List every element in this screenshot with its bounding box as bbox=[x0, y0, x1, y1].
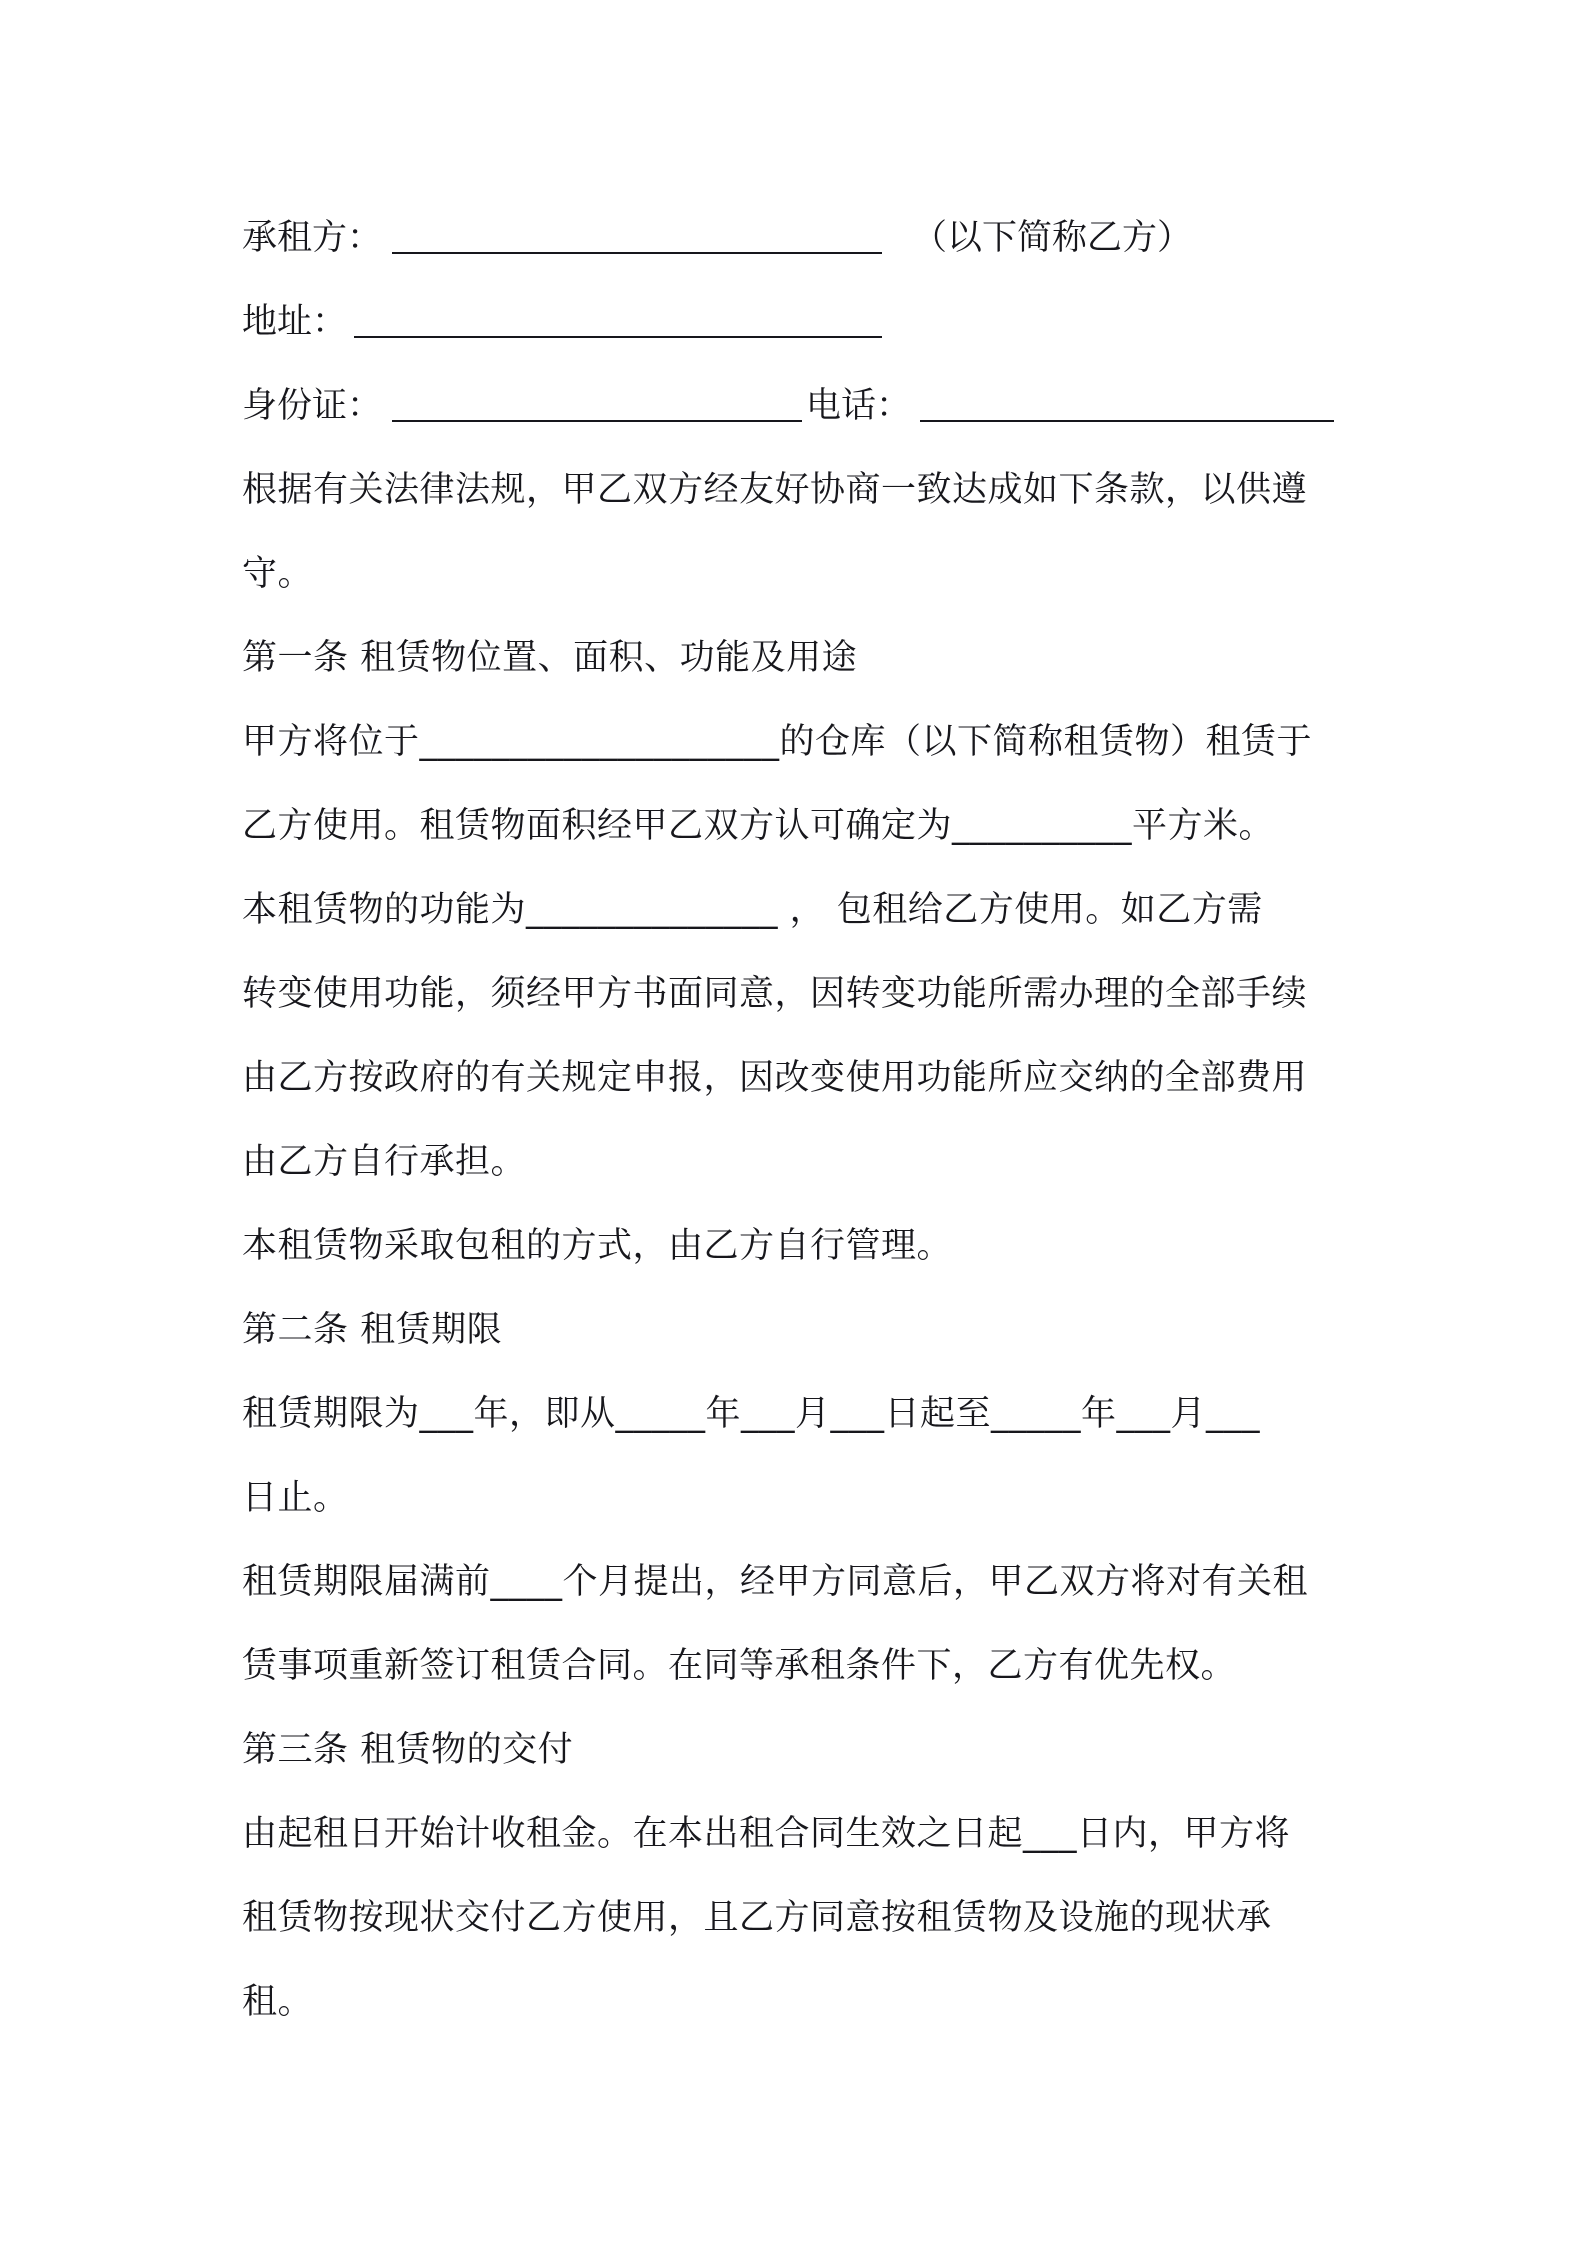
lessee-blank-field[interactable] bbox=[392, 252, 882, 254]
body-line: 租赁期限届满前____个月提出，经甲方同意后，甲乙双方将对有关租 bbox=[242, 1562, 1309, 1602]
id-blank-field[interactable] bbox=[392, 420, 802, 422]
contract-page bbox=[242, 196, 1362, 2044]
body-line: 甲方将位于____________________的仓库（以下简称租赁物）租赁于 bbox=[242, 722, 1313, 762]
body-line: 守。 bbox=[242, 554, 314, 594]
address-blank-field[interactable] bbox=[354, 336, 882, 338]
body-line: 乙方使用。租赁物面积经甲乙双方认可确定为__________平方米。 bbox=[242, 806, 1275, 846]
address-row bbox=[242, 280, 1362, 364]
article-3-heading: 第三条 租赁物的交付 bbox=[242, 1730, 574, 1770]
body-line: 转变使用功能，须经甲方书面同意，因转变功能所需办理的全部手续 bbox=[242, 974, 1308, 1014]
body-line: 租赁物按现状交付乙方使用，且乙方同意按租赁物及设施的现状承 bbox=[242, 1898, 1272, 1938]
body-line: 本租赁物的功能为______________ ， 包租给乙方使用。如乙方需 bbox=[242, 890, 1263, 930]
id-label: 身份证： bbox=[242, 386, 383, 426]
lessee-note: （以下简称乙方） bbox=[912, 218, 1193, 258]
article-1-heading: 第一条 租赁物位置、面积、功能及用途 bbox=[242, 638, 858, 678]
article-2-heading: 第二条 租赁期限 bbox=[242, 1310, 503, 1350]
lessee-row bbox=[242, 196, 1362, 280]
body-line: 租赁期限为___年，即从_____年___月___日起至_____年___月___ bbox=[242, 1394, 1261, 1434]
body-line: 由乙方按政府的有关规定申报，因改变使用功能所应交纳的全部费用 bbox=[242, 1058, 1308, 1098]
body-line: 根据有关法律法规，甲乙双方经友好协商一致达成如下条款，以供遵 bbox=[242, 470, 1308, 510]
body-line: 由起租日开始计收租金。在本出租合同生效之日起___日内，甲方将 bbox=[242, 1814, 1291, 1854]
body-line: 由乙方自行承担。 bbox=[242, 1142, 527, 1182]
phone-blank-field[interactable] bbox=[920, 420, 1334, 422]
body-line: 租。 bbox=[242, 1982, 314, 2022]
body-line: 本租赁物采取包租的方式，由乙方自行管理。 bbox=[242, 1226, 953, 1266]
phone-label: 电话： bbox=[806, 386, 912, 426]
lessee-label: 承租方： bbox=[242, 218, 383, 258]
body-line: 日止。 bbox=[242, 1478, 349, 1518]
address-label: 地址： bbox=[242, 302, 348, 342]
body-line: 赁事项重新签订租赁合同。在同等承租条件下，乙方有优先权。 bbox=[242, 1646, 1237, 1686]
id-phone-row bbox=[242, 364, 1362, 448]
